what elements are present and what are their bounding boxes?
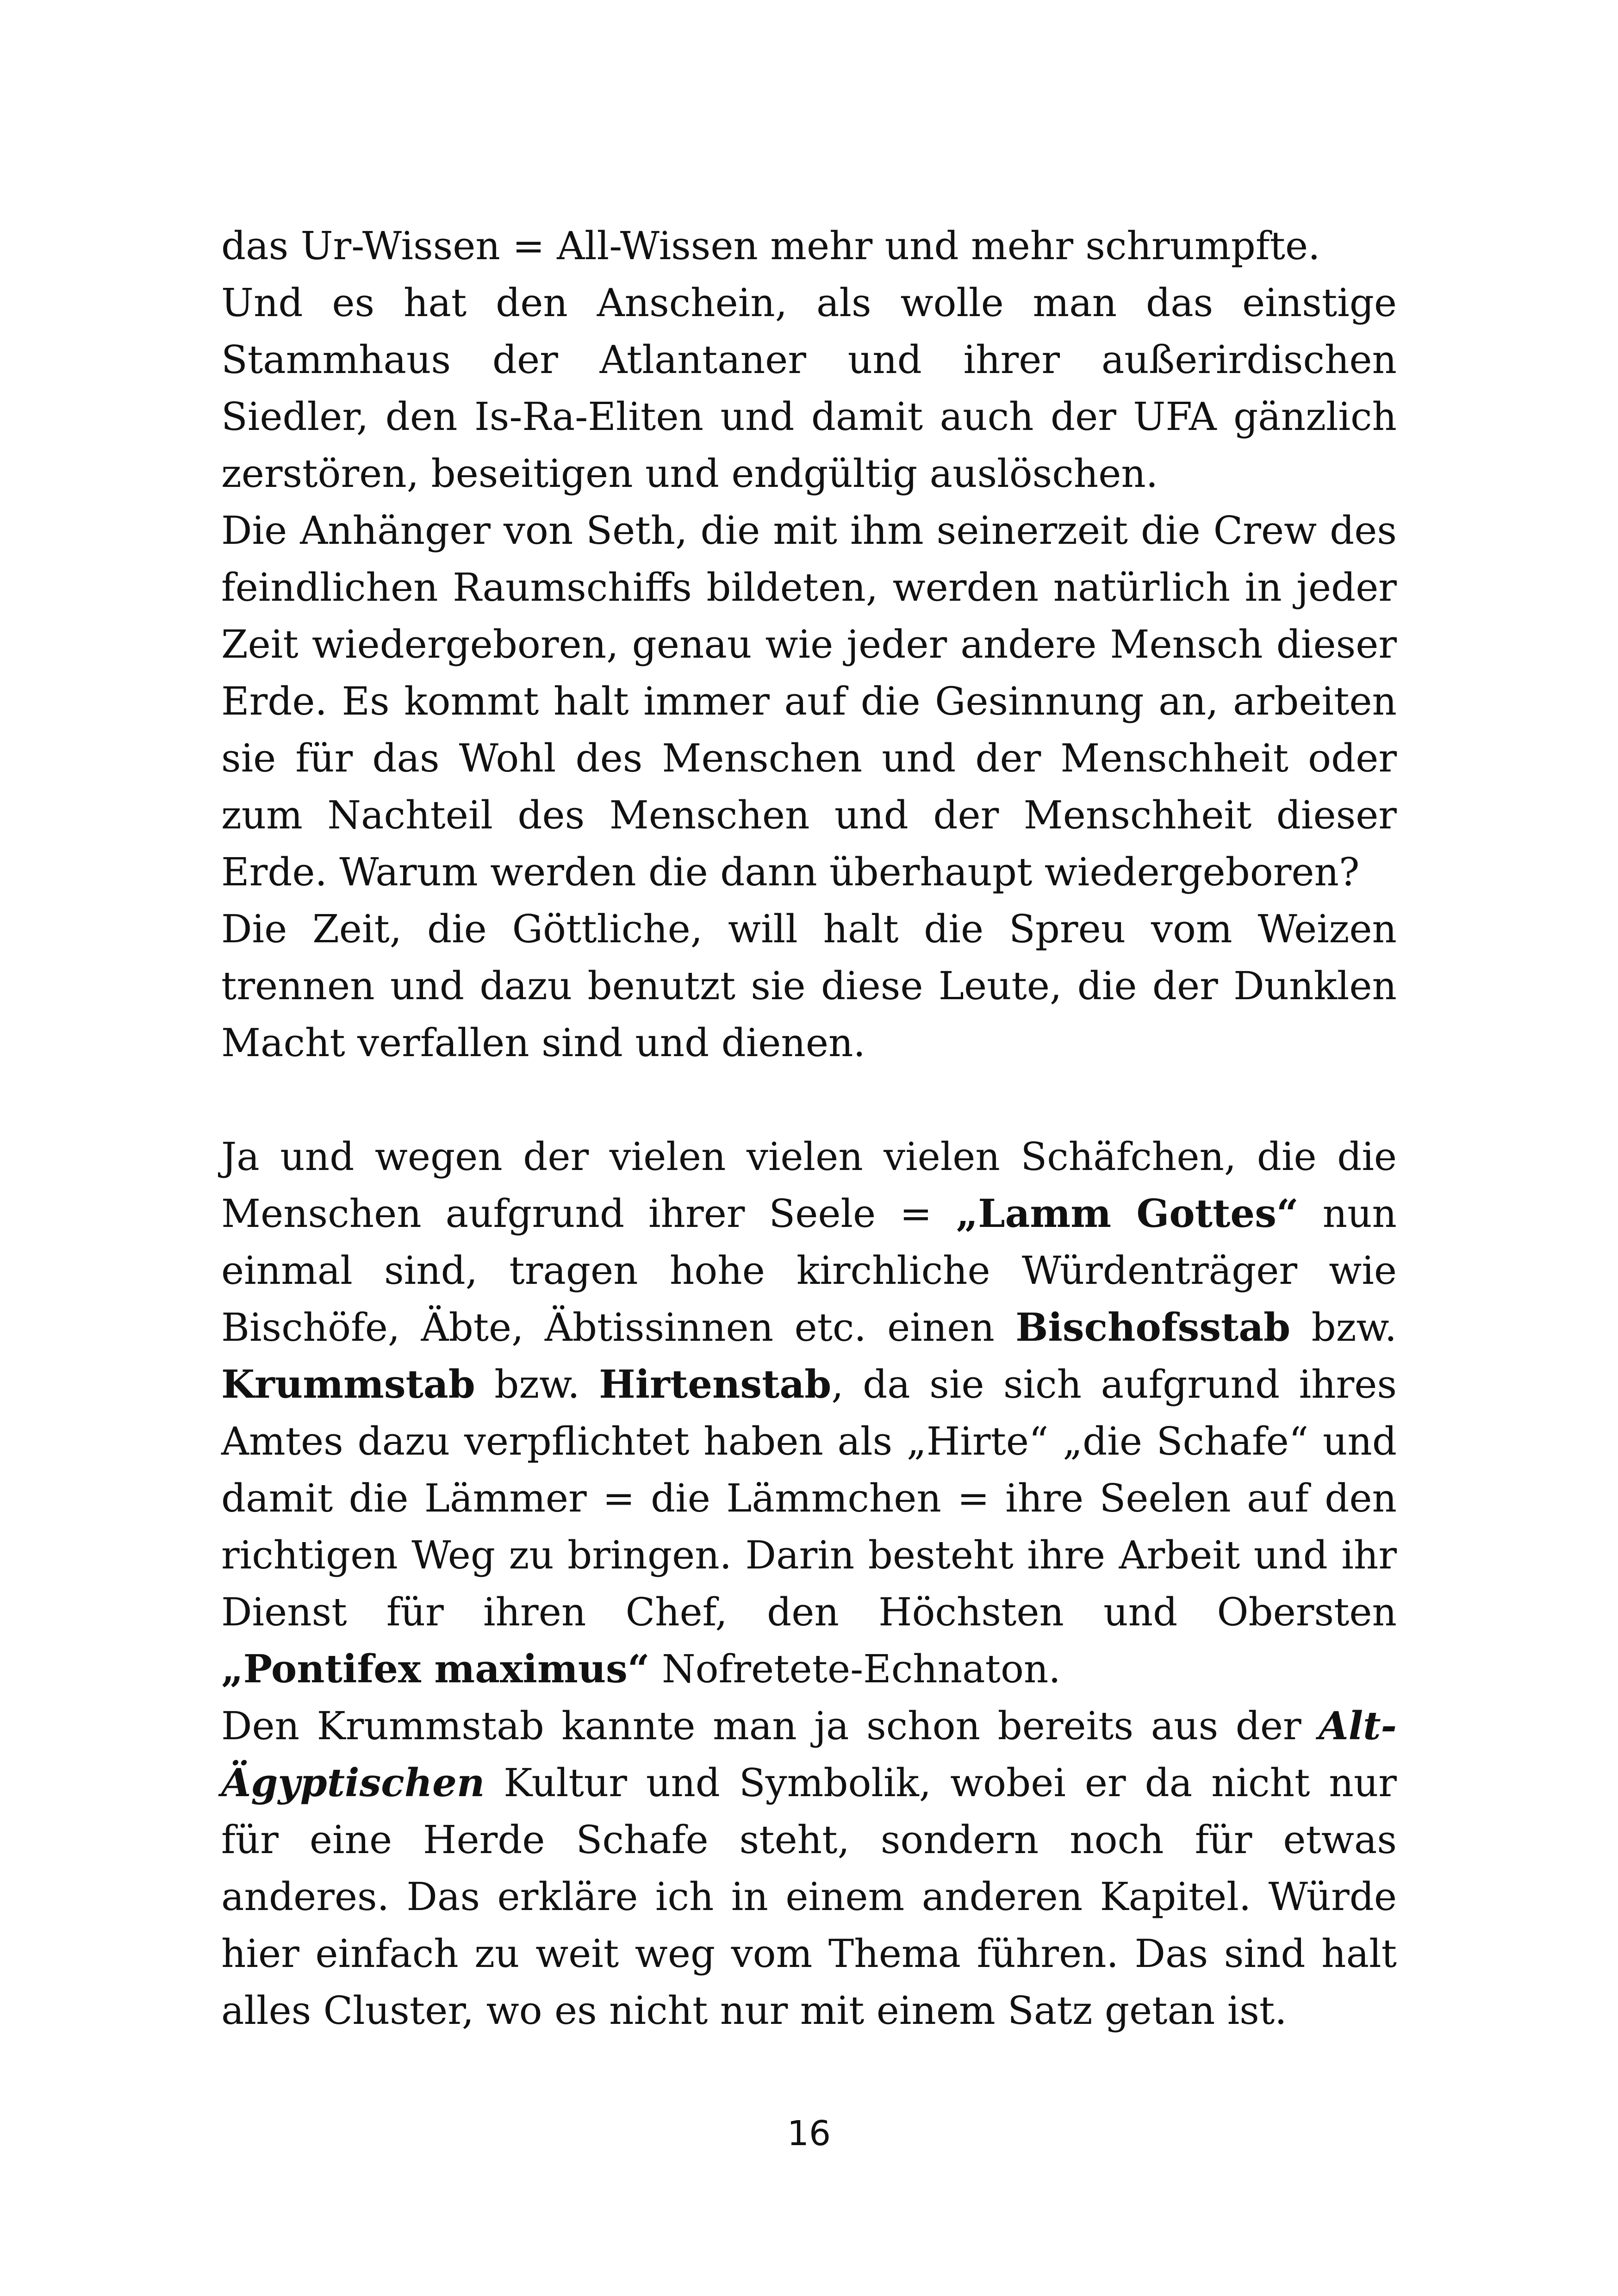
- paragraph-5-text-4: bzw.: [475, 1362, 599, 1407]
- term-alt-aegyptischen: Alt-Ägyptischen: [221, 1703, 1397, 1805]
- term-hirtenstab: Hirtenstab: [599, 1362, 832, 1407]
- paragraph-2-text: Und es hat den Anschein, als wolle man das einstige Stammhaus der Atlantaner und ihrer außerirdischen Siedler, den Is-Ra-Eliten und damit auch der UFA gänzlich zerstören, beseitigen und endgültig auslöschen.: [221, 280, 1397, 496]
- paragraph-6: [221, 1698, 1397, 2039]
- paragraph-gap: [221, 1071, 1397, 1128]
- term-bischofsstab: Bischofsstab: [1015, 1305, 1291, 1350]
- paragraph-6-text-2: Kultur und Symbolik, wobei er da nicht nur für eine Herde Schafe steht, sondern noch für etwas anderes. Das erkläre ich in einem anderen Kapitel. Würde hier einfach zu weit weg vom Thema führen. Das sind halt alles Cluster, wo es nicht nur mit einem Satz getan ist.: [221, 1761, 1397, 2033]
- paragraph-5-text-3: bzw.: [1290, 1305, 1397, 1350]
- paragraph-2: [221, 274, 1397, 502]
- term-pontifex-maximus: „Pontifex maximus“: [221, 1646, 650, 1692]
- paragraph-1-text: das Ur-Wissen = All-Wissen mehr und mehr schrumpfte.: [221, 224, 1320, 268]
- paragraph-5-text-5: , da sie sich aufgrund ihres Amtes dazu verpflichtet haben als „Hirte“ „die Schafe“ und damit die Lämmer = die Lämmchen = ihre Seelen auf den richtigen Weg zu bringen. Darin besteht ihre Arbeit und ihr Dienst für ihren Chef, den Höchsten und Obersten: [221, 1362, 1397, 1635]
- paragraph-5-text-6: Nofretete-Echnaton.: [649, 1647, 1061, 1692]
- paragraph-5-text-2: nun einmal sind, tragen hohe kirchliche Würdenträger wie Bischöfe, Äbte, Äbtissinnen etc. einen: [221, 1191, 1397, 1350]
- paragraph-4: [221, 901, 1397, 1071]
- paragraph-3-text: Die Anhänger von Seth, die mit ihm seinerzeit die Crew des feindlichen Raumschiffs bildeten, werden natürlich in jeder Zeit wiedergeboren, genau wie jeder andere Mensch dieser Erde. Es kommt halt immer auf die Gesinnung an, arbeiten sie für das Wohl des Menschen und der Menschheit oder zum Nachteil des Menschen und der Menschheit dieser Erde. Warum werden die dann überhaupt wiedergeboren?: [221, 508, 1397, 895]
- paragraph-4-text: Die Zeit, die Göttliche, will halt die Spreu vom Weizen trennen und dazu benutzt sie diese Leute, die der Dunklen Macht verfallen sind und dienen.: [221, 907, 1397, 1065]
- page-body: [221, 218, 1397, 2039]
- paragraph-5-text-1: Ja und wegen der vielen vielen vielen Schäfchen, die die Menschen aufgrund ihrer Seele =: [221, 1134, 1397, 1236]
- paragraph-1: [221, 218, 1397, 274]
- paragraph-3: [221, 502, 1397, 901]
- paragraph-5: [221, 1128, 1397, 1698]
- page-number: 16: [787, 2114, 831, 2153]
- term-lamm-gottes: „Lamm Gottes“: [956, 1191, 1299, 1236]
- term-krummstab: Krummstab: [221, 1362, 475, 1407]
- paragraph-6-text-1: Den Krummstab kannte man ja schon bereits aus der: [221, 1704, 1319, 1748]
